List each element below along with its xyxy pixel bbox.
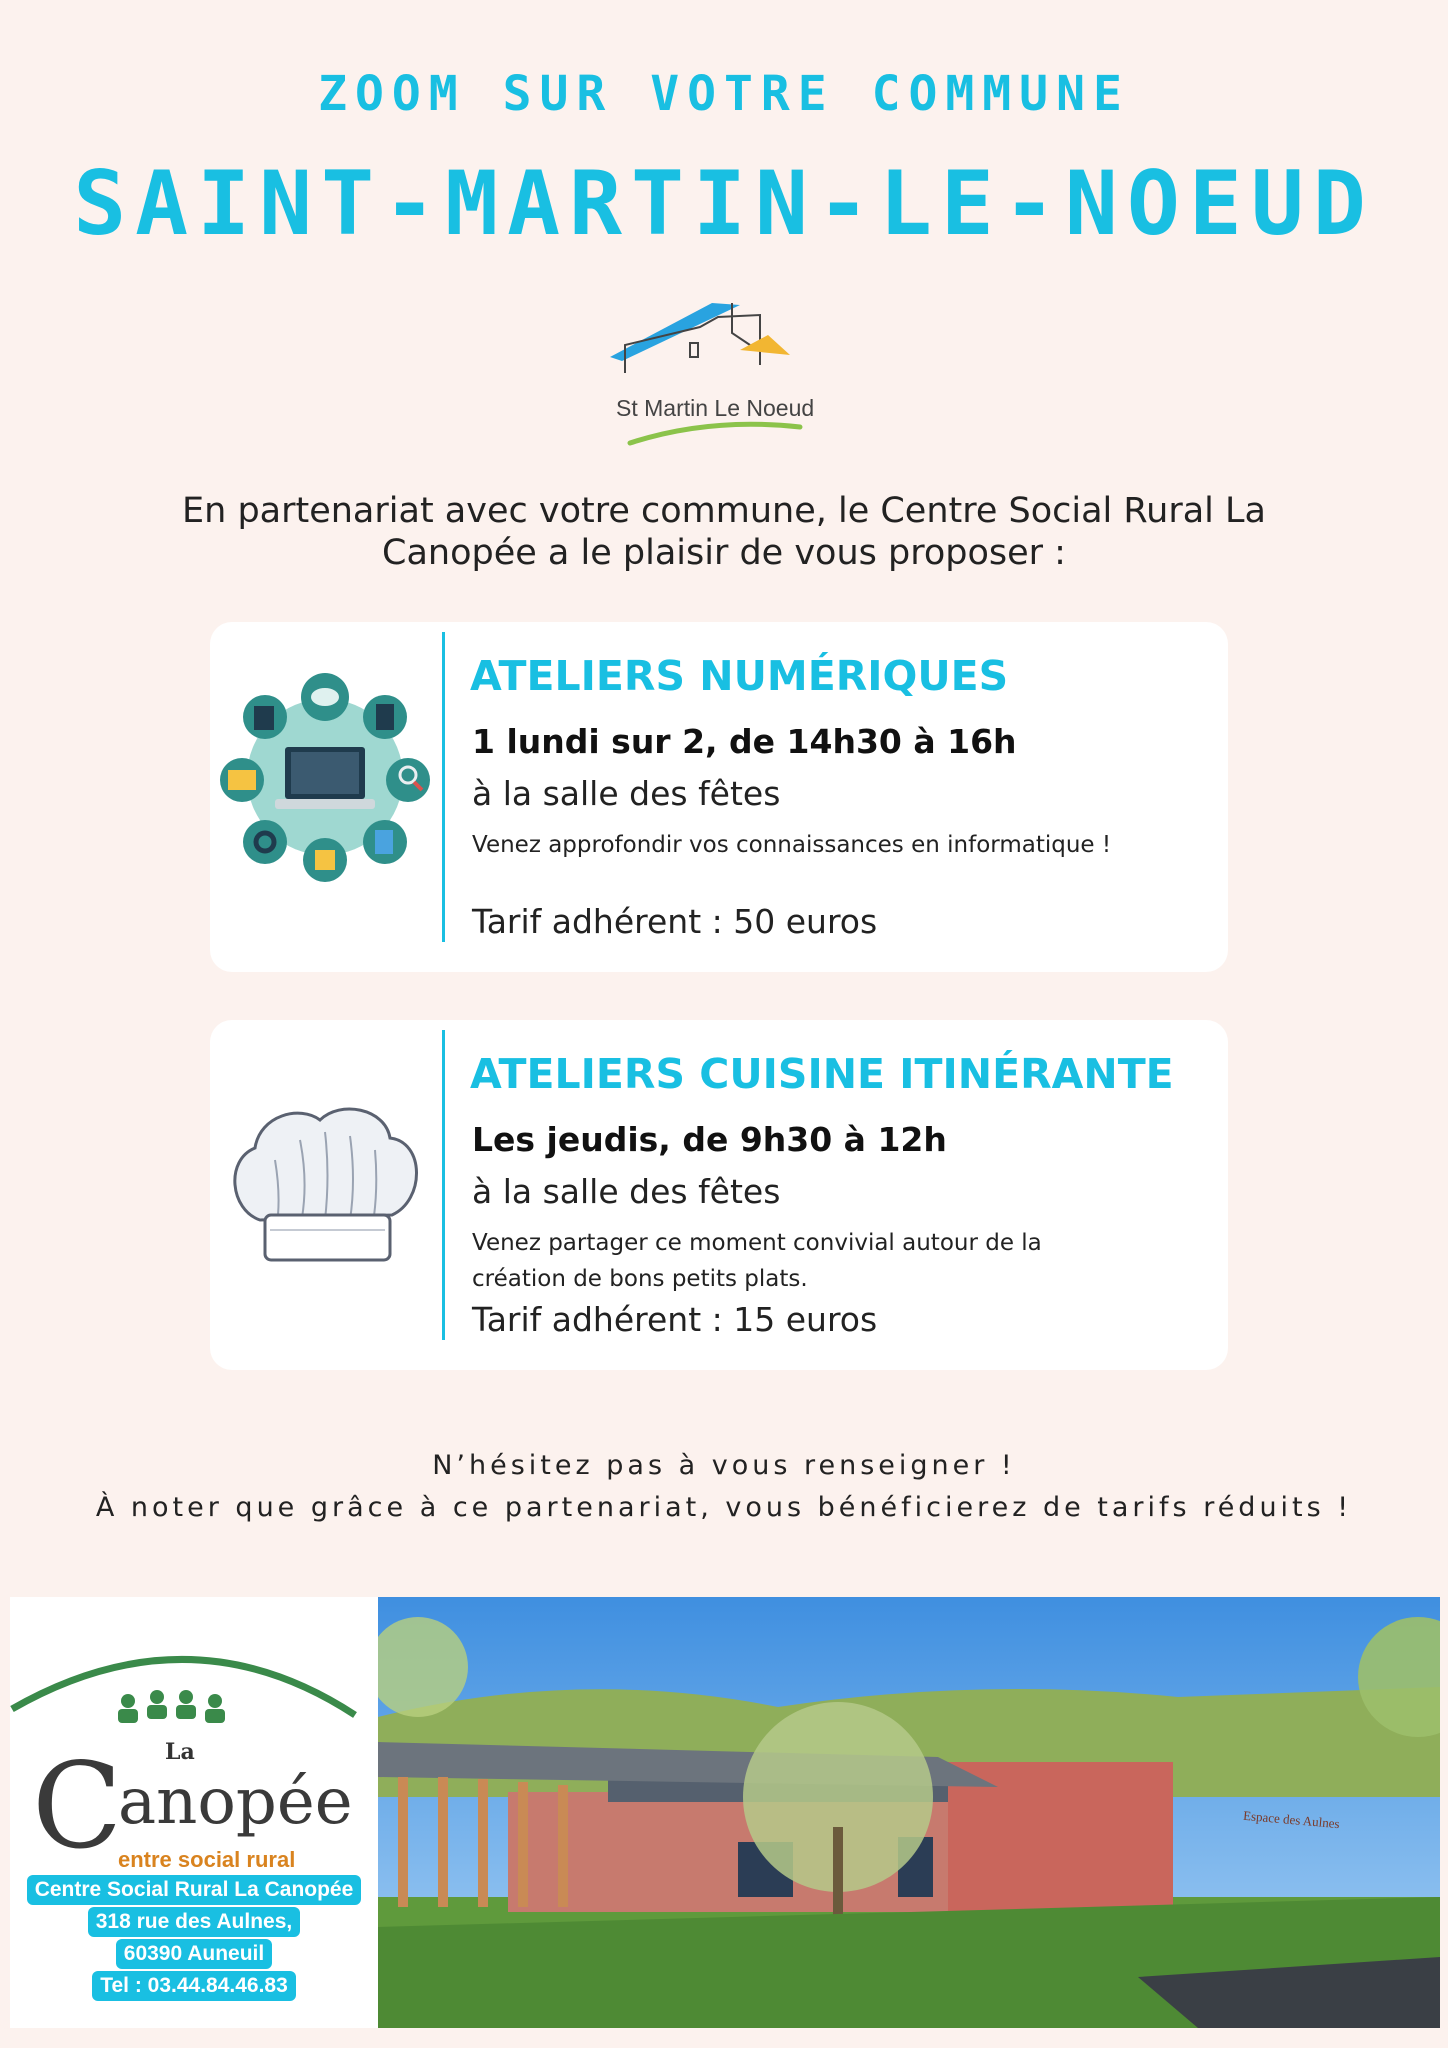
canopee-panel (10, 1597, 378, 2028)
activity-card-cuisine (210, 1020, 1228, 1370)
town-logo (600, 295, 850, 455)
computer-network-icon (220, 672, 430, 882)
footer-line-2: À noter que grâce à ce partenariat, vous bénéficierez de tarifs réduits ! (95, 1492, 1353, 1523)
activity-card-numeriques (210, 622, 1228, 972)
activity-description: Venez partager ce moment convivial autour de la création de bons petits plats. (472, 1230, 1042, 1292)
canopee-logo-subtitle: entre social rural (118, 1847, 296, 1872)
activity-title: ATELIERS CUISINE ITINÉRANTE (470, 1050, 1174, 1098)
activity-schedule: Les jeudis, de 9h30 à 12h (472, 1120, 947, 1159)
town-logo-graphic (600, 295, 850, 455)
activity-description: Venez approfondir vos connaissances en informatique ! (472, 832, 1112, 858)
canopee-logo-word: anopée (118, 1765, 353, 1839)
address-block (10, 1875, 378, 2003)
canopee-logo-c: C (32, 1737, 123, 1875)
intro-text (60, 490, 1388, 574)
town-logo-name: St Martin Le Noeud (616, 395, 815, 421)
activity-schedule: 1 lundi sur 2, de 14h30 à 16h (472, 722, 1017, 761)
card-divider (442, 1030, 445, 1340)
chef-hat-icon (220, 1070, 430, 1280)
address-city: 60390 Auneuil (116, 1939, 272, 1969)
building-photo (378, 1597, 1440, 2028)
activity-title: ATELIERS NUMÉRIQUES (470, 652, 1009, 700)
building-sign: Espace des Aulnes (1242, 1807, 1341, 1832)
activity-place: à la salle des fêtes (472, 1172, 781, 1211)
intro-line-2: Canopée a le plaisir de vous proposer : (382, 533, 1066, 573)
kicker-heading: ZOOM SUR VOTRE COMMUNE (318, 66, 1130, 122)
card-divider (442, 632, 445, 942)
canopee-logo-la: La (165, 1739, 195, 1765)
activity-place: à la salle des fêtes (472, 774, 781, 813)
address-name: Centre Social Rural La Canopée (27, 1875, 362, 1905)
intro-line-1: En partenariat avec votre commune, le Centre Social Rural La (182, 491, 1266, 531)
activity-price: Tarif adhérent : 50 euros (472, 902, 878, 941)
address-street: 318 rue des Aulnes, (88, 1907, 300, 1937)
canopee-logo (10, 1647, 378, 1887)
activity-price: Tarif adhérent : 15 euros (472, 1300, 878, 1339)
commune-title: SAINT-MARTIN-LE-NOEUD (73, 152, 1375, 255)
address-phone: Tel : 03.44.84.46.83 (92, 1971, 296, 2001)
footer-line-1: N’hésitez pas à vous renseigner ! (432, 1450, 1016, 1481)
